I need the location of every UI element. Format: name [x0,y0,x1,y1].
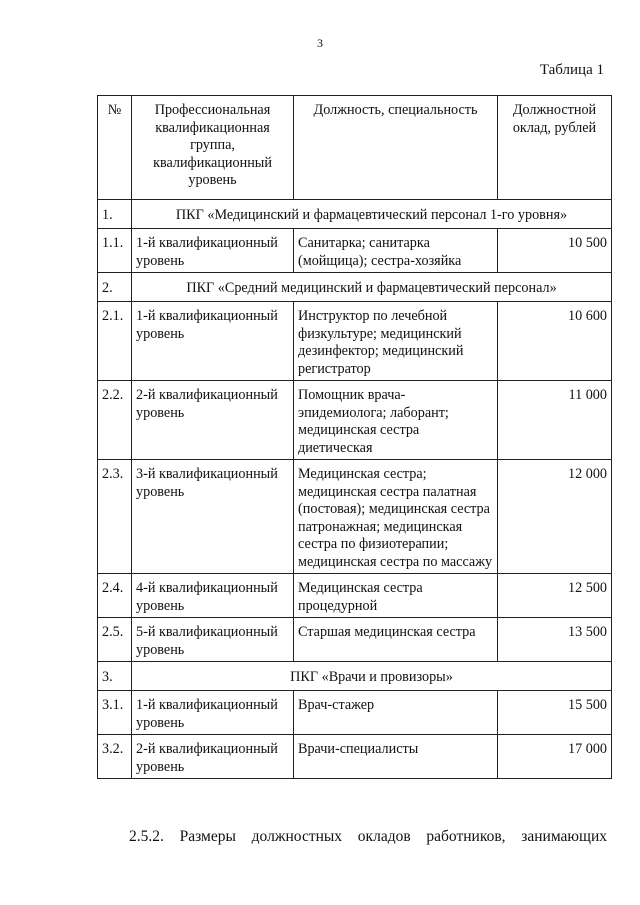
row-num: 3.2. [98,735,132,779]
salary-table [97,95,612,779]
header-num: № [98,96,132,200]
row-salary: 13 500 [498,618,612,662]
row-num: 3.1. [98,691,132,735]
row-position: Старшая медицинская сестра [294,618,498,662]
section-num: 1. [98,200,132,229]
section-num: 2. [98,273,132,302]
section-title: ПКГ «Медицинский и фармацевтический персонал 1-го уровня» [132,200,612,229]
row-position: Помощник врача-эпидемиолога; лаборант; медицинская сестра диетическая [294,381,498,460]
table-row [98,229,612,273]
row-salary: 15 500 [498,691,612,735]
header-group: Профессиональная квалификационная группа, квалификационный уровень [132,96,294,200]
page-number: 3 [317,36,323,50]
row-level: 1-й квалификационный уровень [132,691,294,735]
row-num: 2.3. [98,460,132,574]
header-salary: Должностной оклад, рублей [498,96,612,200]
row-position: Врач-стажер [294,691,498,735]
section-row [98,662,612,691]
table-row [98,574,612,618]
row-num: 2.1. [98,302,132,381]
paragraph-start: 2.5.2. Размеры должностных окладов работников, занимающих [129,828,607,845]
row-salary: 12 500 [498,574,612,618]
section-row [98,273,612,302]
table-row [98,460,612,574]
section-title: ПКГ «Врачи и провизоры» [132,662,612,691]
row-salary: 17 000 [498,735,612,779]
row-level: 2-й квалификационный уровень [132,381,294,460]
row-level: 4-й квалификационный уровень [132,574,294,618]
table-row [98,302,612,381]
row-salary: 10 500 [498,229,612,273]
table-row [98,691,612,735]
section-row [98,200,612,229]
row-level: 5-й квалификационный уровень [132,618,294,662]
row-position: Медицинская сестра процедурной [294,574,498,618]
row-num: 2.2. [98,381,132,460]
table-row [98,735,612,779]
table-row [98,618,612,662]
row-position: Медицинская сестра; медицинская сестра палатная (постовая); медицинская сестра патронажная; медицинская сестра по физиотерапии; медицинская сестра по массажу [294,460,498,574]
row-level: 3-й квалификационный уровень [132,460,294,574]
header-position: Должность, специальность [294,96,498,200]
section-title: ПКГ «Средний медицинский и фармацевтический персонал» [132,273,612,302]
row-salary: 11 000 [498,381,612,460]
section-num: 3. [98,662,132,691]
row-salary: 12 000 [498,460,612,574]
table-header-row [98,96,612,200]
row-position: Инструктор по лечебной физкультуре; медицинский дезинфектор; медицинский регистратор [294,302,498,381]
row-level: 1-й квалификационный уровень [132,302,294,381]
row-level: 2-й квалификационный уровень [132,735,294,779]
row-num: 1.1. [98,229,132,273]
row-num: 2.5. [98,618,132,662]
table-row [98,381,612,460]
row-position: Врачи-специалисты [294,735,498,779]
row-num: 2.4. [98,574,132,618]
row-position: Санитарка; санитарка (мойщица); сестра-хозяйка [294,229,498,273]
table-caption: Таблица 1 [539,62,604,78]
row-level: 1-й квалификационный уровень [132,229,294,273]
row-salary: 10 600 [498,302,612,381]
